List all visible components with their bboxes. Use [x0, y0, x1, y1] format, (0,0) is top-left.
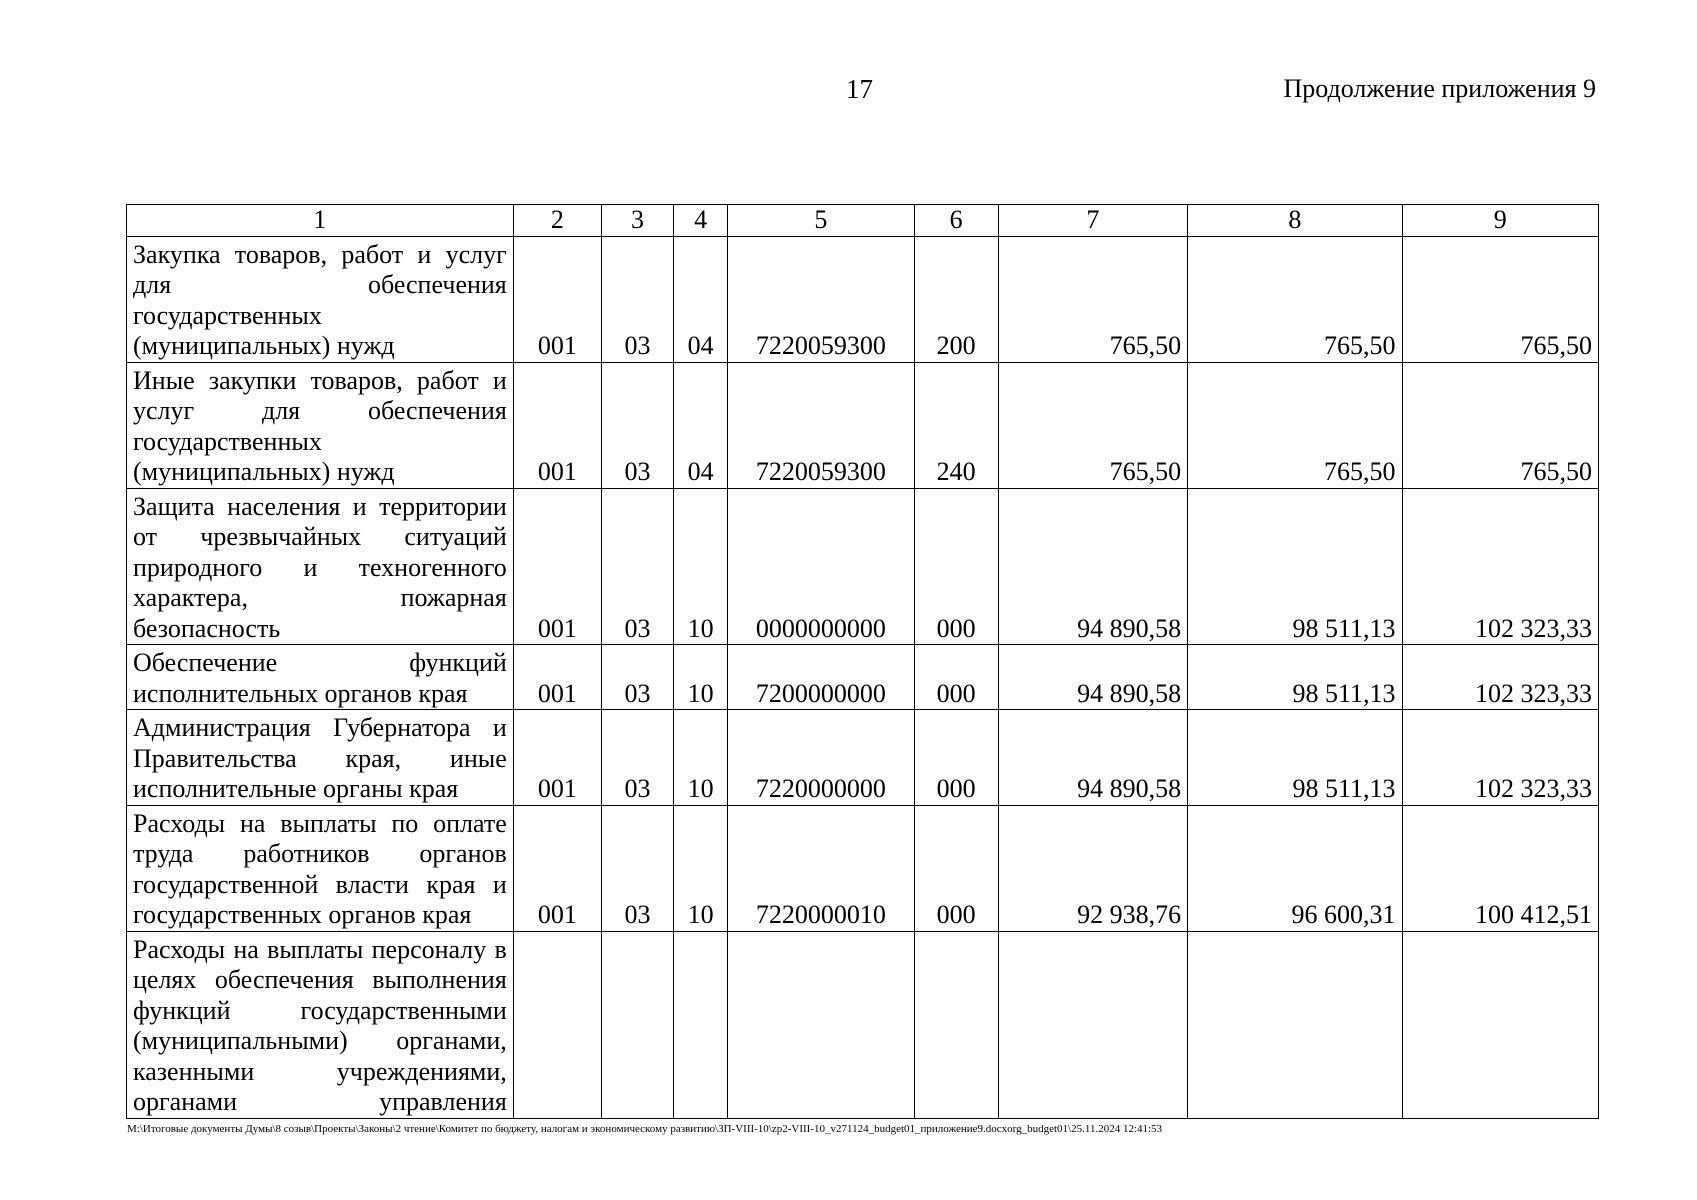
cell-code	[728, 931, 914, 1118]
cell-code: 001	[513, 710, 601, 806]
column-number: 9	[1402, 205, 1598, 237]
cell-code: 7220059300	[728, 236, 914, 362]
cell-code	[513, 931, 601, 1118]
column-number: 5	[728, 205, 914, 237]
cell-code: 000	[914, 488, 998, 645]
cell-code: 04	[674, 362, 728, 488]
row-name: Закупка товаров, работ и услуг для обеспечения государственных (муниципальных) нужд	[127, 236, 514, 362]
row-name: Расходы на выплаты по оплате труда работников органов государственной власти края и государственных органов края	[127, 805, 514, 931]
cell-code	[914, 931, 998, 1118]
cell-code: 7220000010	[728, 805, 914, 931]
cell-code: 001	[513, 236, 601, 362]
page-number: 17	[846, 74, 873, 104]
cell-code: 03	[601, 645, 673, 710]
row-name: Обеспечение функций исполнительных органов края	[127, 645, 514, 710]
cell-code: 000	[914, 805, 998, 931]
cell-code: 000	[914, 710, 998, 806]
table-row	[127, 362, 1599, 488]
cell-amount: 765,50	[1402, 362, 1598, 488]
table-row	[127, 931, 1599, 1118]
cell-code: 001	[513, 488, 601, 645]
budget-table	[126, 204, 1599, 1119]
cell-code	[601, 931, 673, 1118]
cell-amount	[1402, 931, 1598, 1118]
cell-amount: 765,50	[998, 236, 1187, 362]
file-path-footer: M:\Итоговые документы Думы\8 созыв\Проекты\Законы\2 чтение\Комитет по бюджету, налогам и экономическому развитию\ЗП-VIII-10\zp2-VIII-10_v271124_budget01_приложение9.docxorg_budget01\25.11.2024 12:41:53	[127, 1123, 1163, 1135]
cell-code: 001	[513, 362, 601, 488]
cell-code: 03	[601, 805, 673, 931]
cell-amount: 100 412,51	[1402, 805, 1598, 931]
cell-amount: 765,50	[1402, 236, 1598, 362]
table-row	[127, 645, 1599, 710]
cell-amount: 98 511,13	[1188, 710, 1402, 806]
row-name: Иные закупки товаров, работ и услуг для обеспечения государственных (муниципальных) нужд	[127, 362, 514, 488]
cell-amount: 94 890,58	[998, 645, 1187, 710]
cell-code: 03	[601, 488, 673, 645]
cell-code: 000	[914, 645, 998, 710]
cell-amount: 94 890,58	[998, 488, 1187, 645]
table-row	[127, 488, 1599, 645]
cell-code: 10	[674, 645, 728, 710]
cell-amount: 102 323,33	[1402, 488, 1598, 645]
cell-amount: 765,50	[1188, 362, 1402, 488]
cell-amount: 765,50	[1188, 236, 1402, 362]
cell-code: 7200000000	[728, 645, 914, 710]
cell-code: 04	[674, 236, 728, 362]
cell-code: 10	[674, 710, 728, 806]
cell-amount: 98 511,13	[1188, 645, 1402, 710]
cell-code	[674, 931, 728, 1118]
table-row	[127, 236, 1599, 362]
column-number: 1	[127, 205, 514, 237]
cell-code: 10	[674, 805, 728, 931]
cell-code: 03	[601, 236, 673, 362]
row-name: Защита населения и территории от чрезвычайных ситуаций природного и техногенного характера, пожарная безопасность	[127, 488, 514, 645]
column-number: 8	[1188, 205, 1402, 237]
cell-amount: 765,50	[998, 362, 1187, 488]
cell-code: 7220000000	[728, 710, 914, 806]
cell-code: 200	[914, 236, 998, 362]
table-header-row	[127, 205, 1599, 237]
cell-amount: 96 600,31	[1188, 805, 1402, 931]
cell-amount: 92 938,76	[998, 805, 1187, 931]
column-number: 2	[513, 205, 601, 237]
cell-code: 240	[914, 362, 998, 488]
cell-code: 10	[674, 488, 728, 645]
cell-amount	[1188, 931, 1402, 1118]
cell-amount: 94 890,58	[998, 710, 1187, 806]
table-row	[127, 805, 1599, 931]
cell-amount: 98 511,13	[1188, 488, 1402, 645]
cell-code: 03	[601, 710, 673, 806]
cell-amount: 102 323,33	[1402, 710, 1598, 806]
row-name: Администрация Губернатора и Правительства края, иные исполнительные органы края	[127, 710, 514, 806]
appendix-continuation-note: Продолжение приложения 9	[1283, 74, 1596, 103]
column-number: 3	[601, 205, 673, 237]
cell-code: 001	[513, 645, 601, 710]
column-number: 6	[914, 205, 998, 237]
cell-code: 001	[513, 805, 601, 931]
cell-amount: 102 323,33	[1402, 645, 1598, 710]
cell-code: 7220059300	[728, 362, 914, 488]
column-number: 4	[674, 205, 728, 237]
column-number: 7	[998, 205, 1187, 237]
table-row	[127, 710, 1599, 806]
row-name: Расходы на выплаты персоналу в целях обеспечения выполнения функций государственными (муниципальными) органами, казенными учреждениями, органами управления	[127, 931, 514, 1118]
cell-code: 0000000000	[728, 488, 914, 645]
cell-amount	[998, 931, 1187, 1118]
cell-code: 03	[601, 362, 673, 488]
